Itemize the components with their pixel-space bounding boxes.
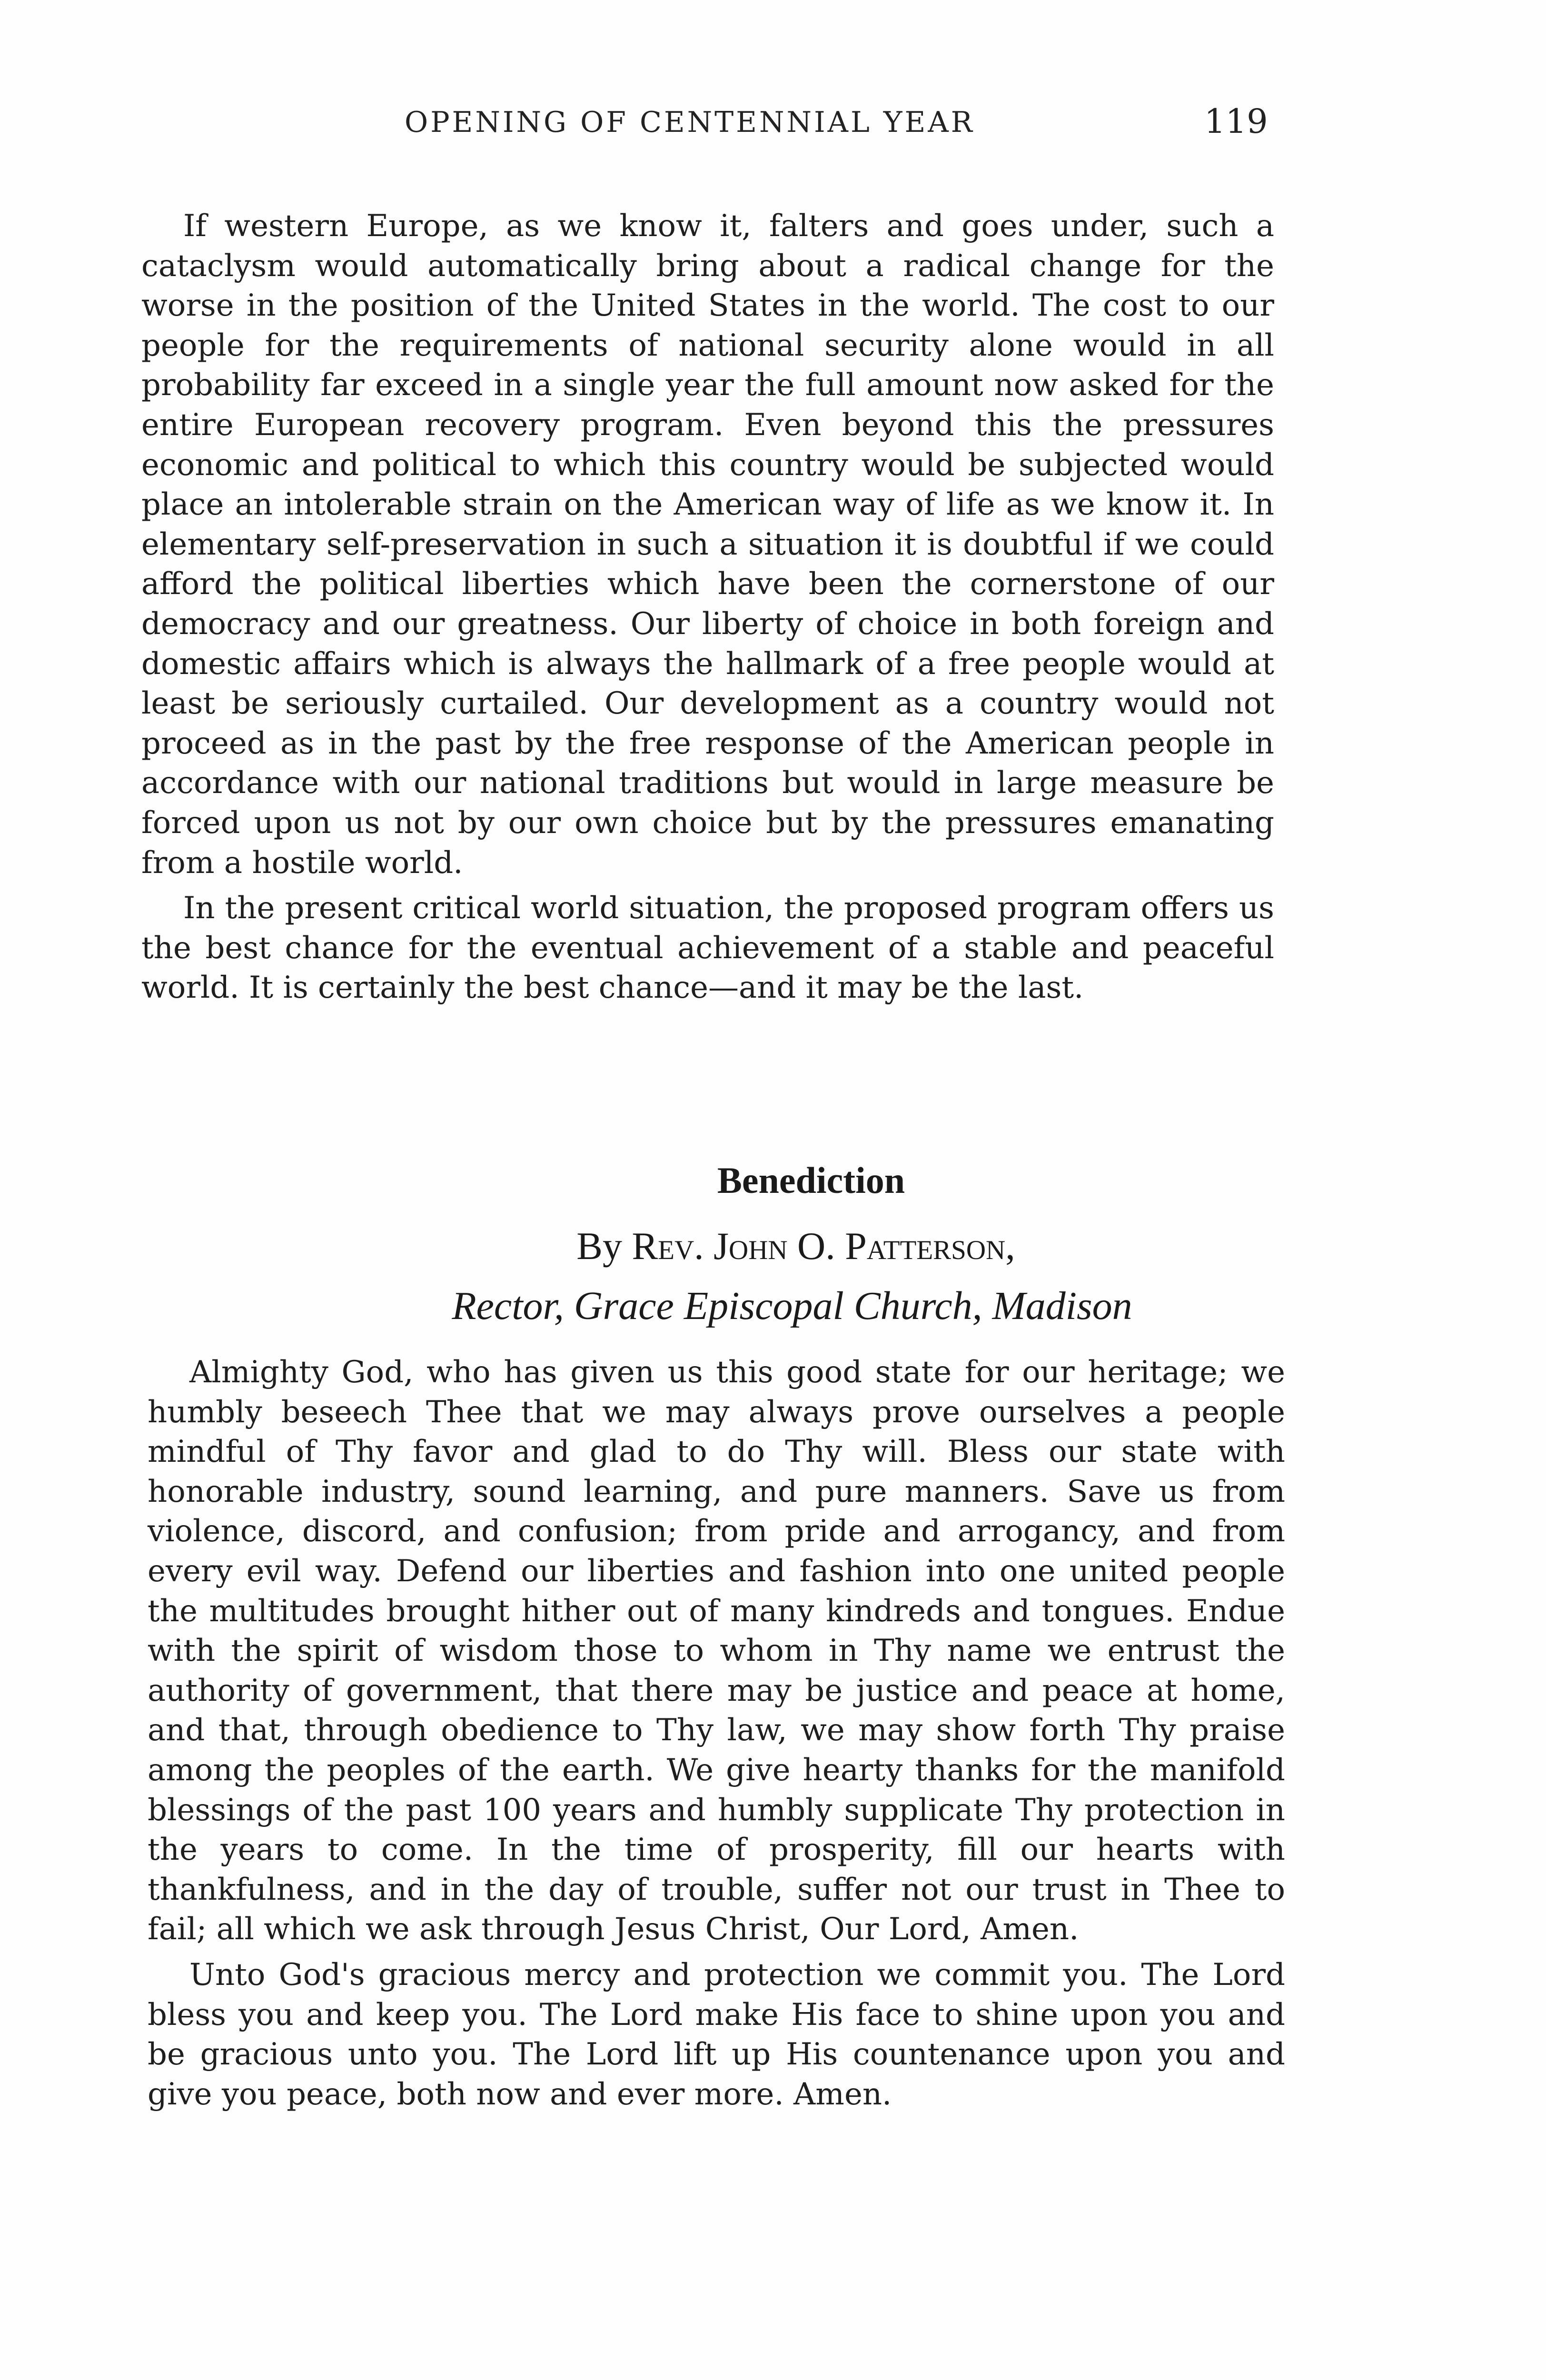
text-block-benediction [148,1353,1285,2114]
byline-prefix: By [576,1224,622,1268]
author-name: Rev. John O. Patterson, [632,1224,1015,1268]
byline [0,1224,1546,1269]
text-block-recovery-program [141,207,1274,1008]
paragraph: In the present critical world situation, the proposed program offers us the best chance for the eventual achievement of a stable and peaceful world. It is certainly the best chance—and it may be the last. [141,891,1274,1006]
author-affiliation: Rector, Grace Episcopal Church, Madison [452,1284,1132,1328]
running-head: OPENING OF CENTENNIAL YEAR [405,106,975,139]
page-number: 119 [1204,102,1268,141]
paragraph: Almighty God, who has given us this good state for our heritage; we humbly beseech Thee that we may always prove ourselves a people mindful of Thy favor and glad to do Thy will. Bless our state with honorable industry, sound learning, and pure manners. Save us from violence, discord, and confusion; from pride and arrogancy, and from every evil way. Defend our liberties and fashion into one united people the multitudes brought hither out of many kindreds and tongues. Endue with the spirit of wisdom those to whom in Thy name we entrust the authority of government, that there may be justice and peace at home, and that, through obedience to Thy law, we may show forth Thy praise among the peoples of the earth. We give hearty thanks for the manifold blessings of the past 100 years and humbly supplicate Thy protection in the years to come. In the time of prosperity, fill our hearts with thankfulness, and in the day of trouble, suffer not our trust in Thee to fail; all which we ask through Jesus Christ, Our Lord, Amen. [148,1355,1285,1947]
paragraph: If western Europe, as we know it, falters and goes under, such a cataclysm would automatically bring about a radical change for the worse in the position of the United States in the world. The cost to our people for the requirements of national security alone would in all probability far exceed in a single year the full amount now asked for the entire European recovery program. Even beyond this the pressures economic and political to which this country would be subjected would place an intolerable strain on the American way of life as we know it. In elementary self-preservation in such a situation it is doubtful if we could afford the political liberties which have been the cornerstone of our democracy and our greatness. Our liberty of choice in both foreign and domestic affairs which is always the hallmark of a free people would at least be seriously curtailed. Our development as a country would not proceed as in the past by the free response of the American people in accordance with our national traditions but would in large measure be forced upon us not by our own choice but by the pressures emanating from a hostile world. [141,208,1274,881]
paragraph: Unto God's gracious mercy and protection we commit you. The Lord bless you and keep you. The Lord make His face to shine upon you and be gracious unto you. The Lord lift up His countenance upon you and give you peace, both now and ever more. Amen. [148,1957,1285,2112]
section-title-benediction: Benediction [717,1160,905,1201]
